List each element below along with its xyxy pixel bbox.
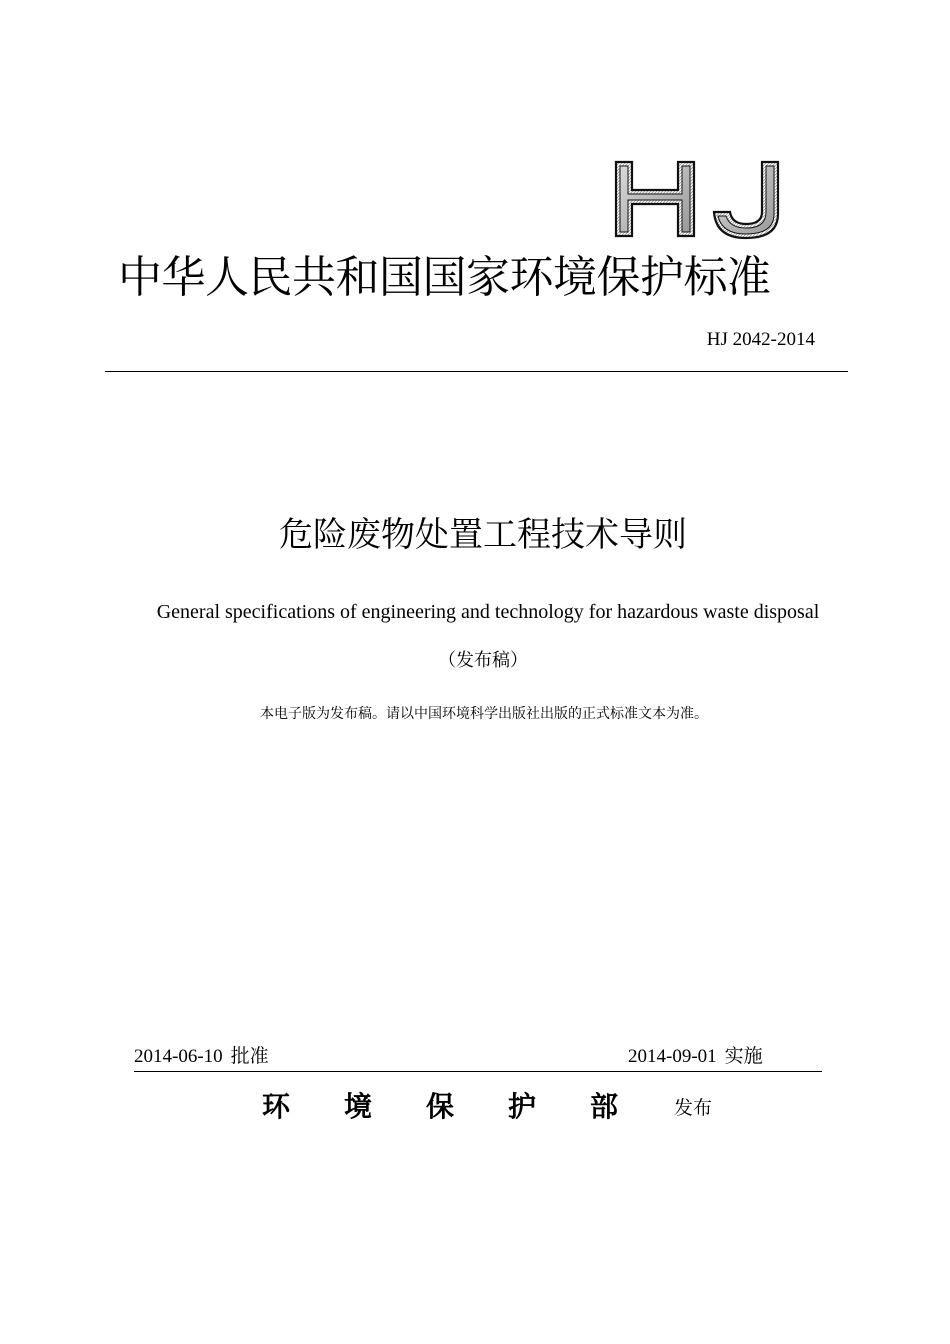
- edition-notice: 本电子版为发布稿。请以中国环境科学出版社出版的正式标准文本为准。: [260, 706, 708, 722]
- document-title-chinese: 危险废物处置工程技术导则: [279, 515, 687, 555]
- publisher-name: 环境保护部: [262, 1090, 673, 1123]
- publish-label: 发布: [674, 1097, 713, 1119]
- effective-label: 实施: [724, 1045, 763, 1067]
- effective-date: 2014-09-01: [628, 1046, 717, 1067]
- national-standard-title: 中华人民共和国国家环境保护标准: [118, 252, 771, 303]
- effective-date-line: [628, 1043, 763, 1070]
- draft-label: （发布稿）: [438, 650, 528, 671]
- approval-date: 2014-06-10: [134, 1046, 223, 1067]
- approval-date-line: [134, 1043, 269, 1070]
- standard-number: HJ 2042-2014: [706, 329, 815, 350]
- footer-divider: [134, 1071, 822, 1072]
- hj-logo: [612, 158, 784, 240]
- header-divider: [105, 371, 848, 372]
- approval-label: 批准: [230, 1045, 269, 1067]
- document-title-english: General specifications of engineering and technology for hazardous waste disposal: [156, 601, 820, 623]
